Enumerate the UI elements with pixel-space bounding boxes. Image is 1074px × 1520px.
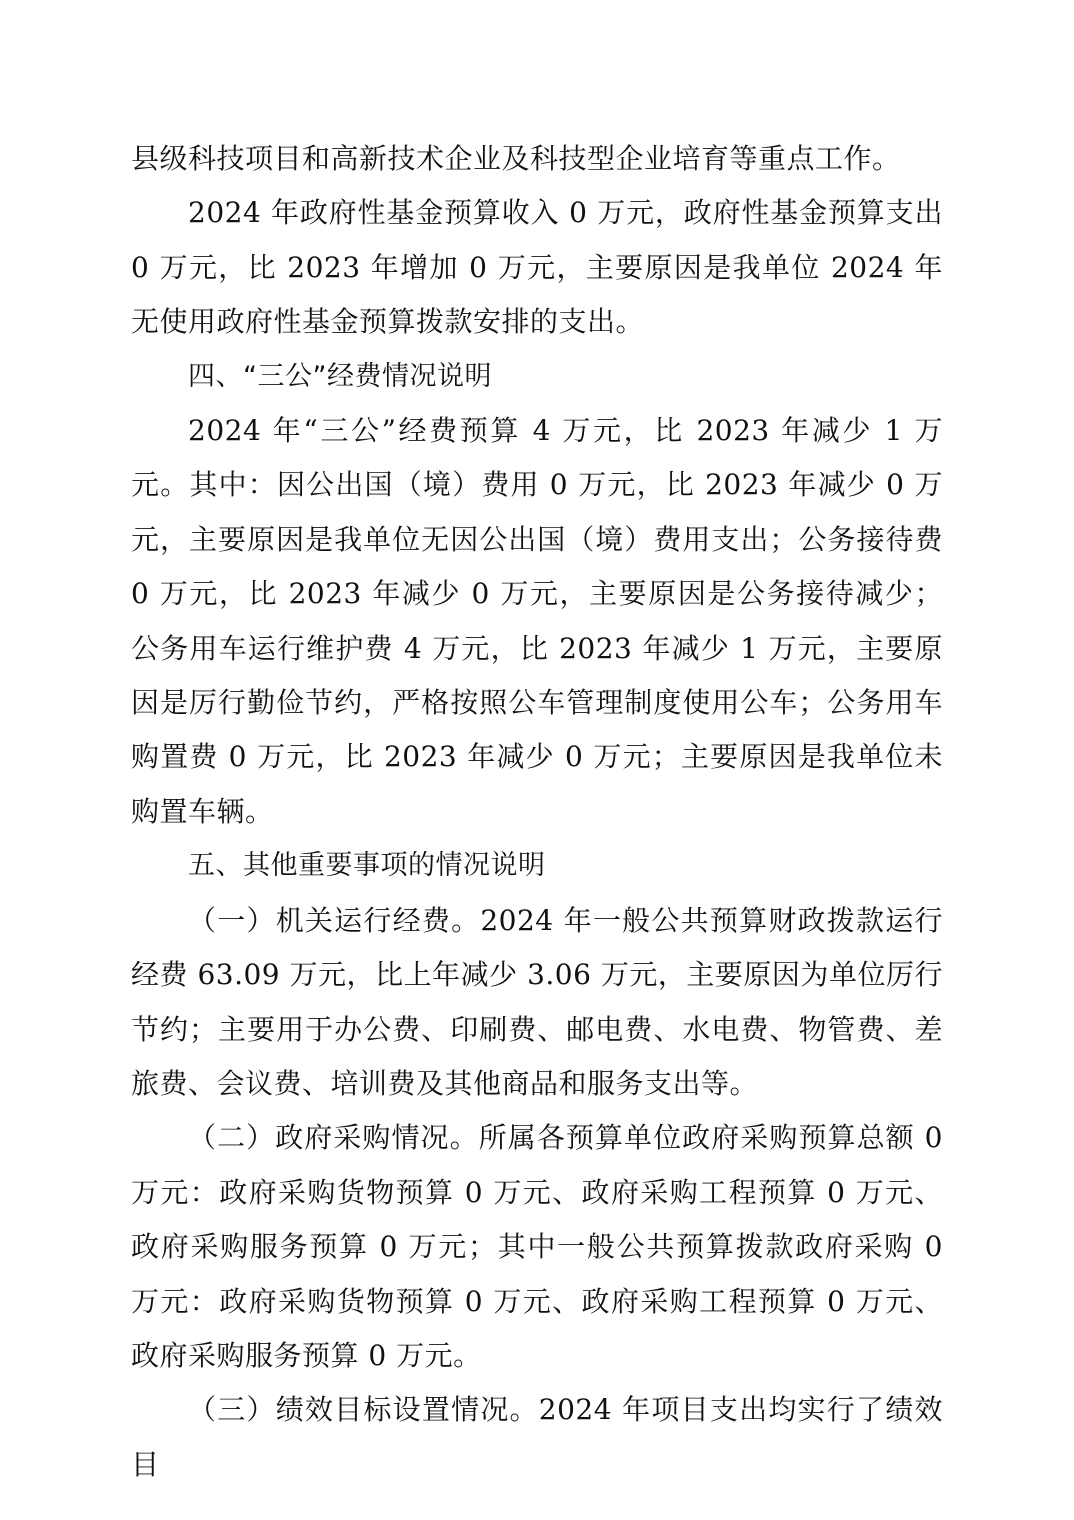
section-heading-three-public: 四、“三公”经费情况说明 [188,360,492,392]
paragraph-government-fund: 2024 年政府性基金预算收入 0 万元，政府性基金预算支出 0 万元，比 2023 年增加 0 万元，主要原因是我单位 2024 年无使用政府性基金预算拨款安排的支出。 [131,196,943,339]
paragraph-three-public-expenses: 2024 年“三公”经费预算 4 万元，比 2023 年减少 1 万元。其中：因公出国（境）费用 0 万元，比 2023 年减少 0 万元，主要原因是我单位无因公出国（境）费用支出；公务接待费 0 万元，比 2023 年减少 0 万元，主要原因是公务接待减少；公务用车运行维护费 4 万元，比 2023 年减少 1 万元，主要原因是厉行勤俭节约，严格按照公车管理制度使用公车；公务用车购置费 0 万元，比 2023 年减少 0 万元；主要原因是我单位未购置车辆。 [131,414,943,828]
paragraph-performance-goals: （三）绩效目标设置情况。2024 年项目支出均实行了绩效目 [131,1393,943,1481]
paragraph-government-procurement: （二）政府采购情况。所属各预算单位政府采购预算总额 0 万元：政府采购货物预算 0 万元、政府采购工程预算 0 万元、政府采购服务预算 0 万元；其中一般公共预算拨款政府采购 0 万元：政府采购货物预算 0 万元、政府采购工程预算 0 万元、政府采购服务预算 0 万元。 [131,1121,943,1372]
paragraph-operating-expenses: （一）机关运行经费。2024 年一般公共预算财政拨款运行经费 63.09 万元，比上年减少 3.06 万元，主要原因为单位厉行节约；主要用于办公费、印刷费、邮电费、水电费、物管费、差旅费、会议费、培训费及其他商品和服务支出等。 [131,903,943,1100]
section-heading-other-matters: 五、其他重要事项的情况说明 [188,850,546,882]
paragraph-continuation: 县级科技项目和高新技术企业及科技型企业培育等重点工作。 [131,142,901,175]
document-body [131,132,943,1492]
